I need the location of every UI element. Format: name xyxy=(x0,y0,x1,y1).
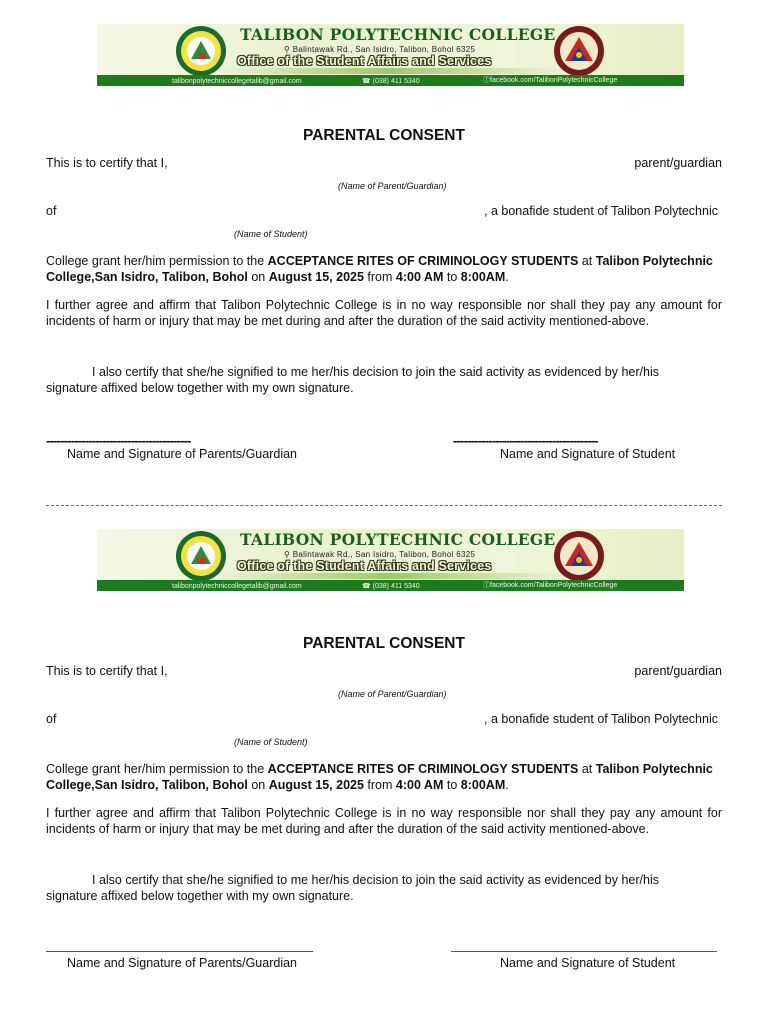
college-seal-icon xyxy=(175,530,227,582)
student-signature-caption: Name and Signature of Student xyxy=(500,956,676,970)
college-name: TALIBON POLYTECHNIC COLLEGE xyxy=(240,530,556,549)
venue: Talibon Polytechnic College,San Isidro, Talibon, Bohol xyxy=(46,762,713,792)
bonafide-text: , a bonafide student of Talibon Polytechnic xyxy=(484,712,718,726)
from-word: from xyxy=(367,270,393,284)
contact-phone: ☎ (038) 411 5340 xyxy=(362,78,420,85)
activity-name: ACCEPTANCE RITES OF CRIMINOLOGY STUDENTS xyxy=(267,762,579,776)
contact-facebook: ⓕfacebook.com/TalibonPolytechnicCollege xyxy=(483,77,618,84)
phone-text: (038) 411 5340 xyxy=(372,583,420,590)
parent-signature-line: ----------------------------------------- xyxy=(46,433,191,448)
end-time: 8:00AM xyxy=(460,270,506,284)
certify-paragraph: I also certify that she/he signified to me her/his decision to join the said activity as evidenced by her/his signature affixed below together with my own signature. xyxy=(46,365,659,395)
form-title: PARENTAL CONSENT xyxy=(303,635,465,652)
parent-guardian-label: parent/guardian xyxy=(634,664,722,678)
address-text: Balintawak Rd., San Isidro, Talibon, Bohol 6325 xyxy=(292,45,476,54)
form-title: PARENTAL CONSENT xyxy=(303,127,465,144)
student-signature-line xyxy=(451,951,717,952)
on-word: on xyxy=(251,778,266,792)
parent-signature-line xyxy=(46,951,313,952)
college-address: ⚲ Balintawak Rd., San Isidro, Talibon, Bohol 6325 xyxy=(284,45,476,54)
contact-phone: ☎ (038) 411 5340 xyxy=(362,583,420,590)
facebook-text: facebook.com/TalibonPolytechnicCollege xyxy=(490,77,618,84)
permission-paragraph: College grant her/him permission to the ACCEPTANCE RITES OF CRIMINOLOGY STUDENTS at Talibon Polytechnic College,San Isidro, Talibon, Bohol on August 15, 2025 from 4:00 AM to 8:00AM. xyxy=(46,254,713,284)
venue: Talibon Polytechnic College,San Isidro, Talibon, Bohol xyxy=(46,254,713,284)
facebook-text: facebook.com/TalibonPolytechnicCollege xyxy=(490,582,618,589)
certify-prefix: This is to certify that I, xyxy=(46,156,168,170)
start-time: 4:00 AM xyxy=(395,778,444,792)
to-word: to xyxy=(446,270,458,284)
agree-paragraph: I further agree and affirm that Talibon Polytechnic College is in no way responsible nor shall they pay any amount for incidents of harm or injury that may be met during and after the duration of the said activity mentioned-above. xyxy=(46,806,722,836)
at-word: at xyxy=(581,254,593,268)
banner-decoration xyxy=(217,68,564,74)
of-label: of xyxy=(46,204,57,218)
office-name: Office of the Student Affairs and Services xyxy=(237,54,492,68)
criminology-seal-icon xyxy=(553,530,605,582)
agree-paragraph: I further agree and affirm that Talibon Polytechnic College is in no way responsible nor shall they pay any amount for incidents of harm or injury that may be met during and after the duration of the said activity mentioned-above. xyxy=(46,298,722,328)
cut-line-divider xyxy=(46,505,722,506)
student-signature-line: ----------------------------------------- xyxy=(453,433,598,448)
college-name: TALIBON POLYTECHNIC COLLEGE xyxy=(240,25,556,44)
certify-prefix: This is to certify that I, xyxy=(46,664,168,678)
activity-name: ACCEPTANCE RITES OF CRIMINOLOGY STUDENTS xyxy=(267,254,579,268)
college-header-banner xyxy=(97,529,684,591)
end-time: 8:00AM xyxy=(460,778,506,792)
student-signature-caption: Name and Signature of Student xyxy=(500,447,676,461)
at-word: at xyxy=(581,762,593,776)
phone-text: (038) 411 5340 xyxy=(372,78,420,85)
from-word: from xyxy=(367,778,393,792)
event-date: August 15, 2025 xyxy=(268,778,364,792)
parent-guardian-label: parent/guardian xyxy=(634,156,722,170)
grant-intro: College grant her/him permission to the xyxy=(46,254,265,268)
college-address: ⚲ Balintawak Rd., San Isidro, Talibon, Bohol 6325 xyxy=(284,550,476,559)
address-text: Balintawak Rd., San Isidro, Talibon, Bohol 6325 xyxy=(292,550,476,559)
parent-signature-caption: Name and Signature of Parents/Guardian xyxy=(67,447,297,461)
college-header-banner xyxy=(97,24,684,86)
to-word: to xyxy=(446,778,458,792)
contact-email: talibonpolytechniccollegetalib@gmail.com xyxy=(172,583,302,590)
banner-decoration xyxy=(217,573,564,579)
of-label: of xyxy=(46,712,57,726)
grant-intro: College grant her/him permission to the xyxy=(46,762,265,776)
criminology-seal-icon xyxy=(553,25,605,77)
on-word: on xyxy=(251,270,266,284)
caption-parent-name: (Name of Parent/Guardian) xyxy=(338,181,447,191)
caption-parent-name: (Name of Parent/Guardian) xyxy=(338,689,447,699)
start-time: 4:00 AM xyxy=(395,270,444,284)
parent-signature-caption: Name and Signature of Parents/Guardian xyxy=(67,956,297,970)
certify-paragraph: I also certify that she/he signified to me her/his decision to join the said activity as evidenced by her/his signature affixed below together with my own signature. xyxy=(46,873,659,903)
event-date: August 15, 2025 xyxy=(268,270,364,284)
caption-student-name: (Name of Student) xyxy=(234,229,308,239)
contact-facebook: ⓕfacebook.com/TalibonPolytechnicCollege xyxy=(483,582,618,589)
contact-email: talibonpolytechniccollegetalib@gmail.com xyxy=(172,78,302,85)
college-seal-icon xyxy=(175,25,227,77)
bonafide-text: , a bonafide student of Talibon Polytechnic xyxy=(484,204,718,218)
caption-student-name: (Name of Student) xyxy=(234,737,308,747)
permission-paragraph: College grant her/him permission to the ACCEPTANCE RITES OF CRIMINOLOGY STUDENTS at Talibon Polytechnic College,San Isidro, Talibon, Bohol on August 15, 2025 from 4:00 AM to 8:00AM. xyxy=(46,762,713,792)
office-name: Office of the Student Affairs and Services xyxy=(237,559,492,573)
